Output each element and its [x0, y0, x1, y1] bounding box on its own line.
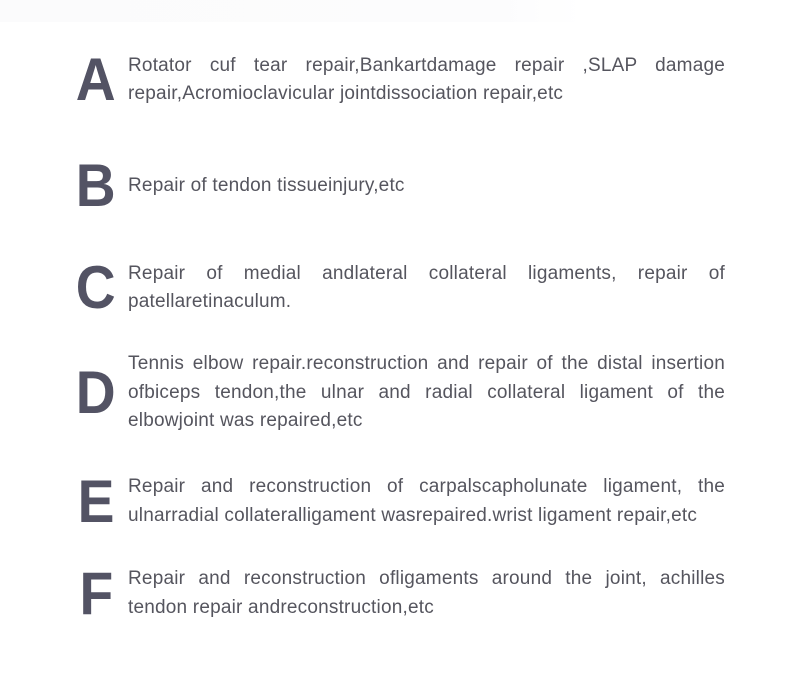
item-letter-f: F — [79, 559, 113, 627]
item-letter-d: D — [76, 358, 116, 426]
item-letter-cell — [64, 254, 128, 321]
item-letter-cell — [64, 46, 128, 113]
item-letter-cell — [64, 152, 128, 219]
item-letter-e: E — [77, 467, 115, 535]
item-text-a: Rotator cuf tear repair,Bankartdamage repair ,SLAP damage repair,Acromioclavicular jointdissociation repair,etc — [128, 54, 725, 104]
item-letter-a: A — [76, 46, 116, 113]
list-item-c — [64, 254, 800, 321]
list-item-f — [64, 559, 800, 627]
item-text-d: Tennis elbow repair.reconstruction and repair of the distal insertion ofbiceps tendon,the ulnar and radial collateral ligament of the elbowjoint was repaired,etc — [128, 353, 725, 431]
item-text-f: Repair and reconstruction ofligaments around the joint, achilles tendon repair andreconstruction,etc — [128, 568, 725, 618]
item-letter-cell — [64, 559, 128, 627]
list-item-d — [64, 350, 800, 436]
item-letter-cell — [64, 358, 128, 426]
item-letter-c: C — [76, 254, 116, 321]
list-item-a — [64, 46, 800, 113]
item-letter-cell — [64, 467, 128, 535]
item-text-e: Repair and reconstruction of carpalscapholunate ligament, the ulnarradial collateralligament wasrepaired.wrist ligament repair,etc — [128, 476, 725, 526]
item-text-c: Repair of medial andlateral collateral ligaments, repair of patellaretinaculum. — [128, 262, 725, 312]
list-item-b — [64, 152, 800, 219]
item-letter-b: B — [76, 152, 116, 219]
item-text-b: Repair of tendon tissueinjury,etc — [128, 174, 405, 196]
list-item-e — [64, 467, 800, 535]
